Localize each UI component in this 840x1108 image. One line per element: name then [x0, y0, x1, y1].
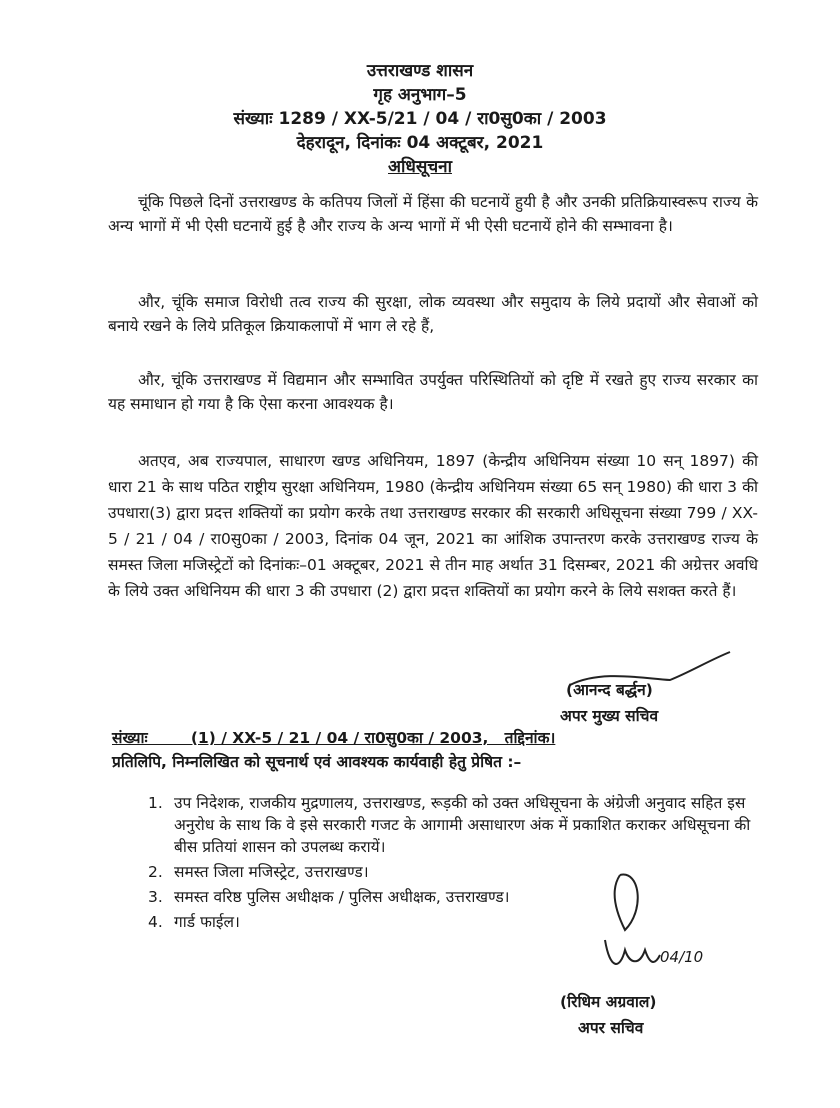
order-number: संख्याः 1289 / XX-5/21 / 04 / रा0सु0का / 2003 [233, 109, 607, 129]
signatory-2-designation: अपर सचिव [578, 1019, 644, 1037]
place-date: देहरादून, दिनांकः 04 अक्टूबर, 2021 [296, 133, 544, 153]
paragraph: अतएव, अब राज्यपाल, साधारण खण्ड अधिनियम, 1897 (केन्द्रीय अधिनियम संख्या 10 सन् 1897) की धारा 21 के साथ पठित राष्ट्रीय सुरक्षा अधिनियम, 1980 (केन्द्रीय अधिनियम संख्या 65 सन् 1980) की धारा 3 की उपधारा(3) द्वारा प्रदत्त शक्तियों का प्रयोग करके तथा उत्तराखण्ड सरकार की सरकारी अधिसूचना संख्या 799 / XX-5 / 21 / 04 / रा0सु0का / 2003, दिनांक 04 जून, 2021 का आंशिक उपान्तरण करके उत्तराखण्ड राज्य के समस्त जिला मजिस्ट्रेटों को दिनांकः–01 अक्टूबर, 2021 से तीन माह अर्थात 31 दिसम्बर, 2021 की अग्रेत्तर अवधि के लिये उक्त अधिनियम की धारा 3 की उपधारा (2) द्वारा प्रदत्त शक्तियों का प्रयोग करने के लिये सशक्त करते हैं। [108, 452, 758, 600]
section-name: गृह अनुभाग–5 [373, 85, 467, 105]
signatory-1-designation: अपर मुख्य सचिव [560, 707, 659, 725]
copy-number: संख्याः (1) / XX-5 / 21 / 04 / रा0सु0का / 2003, तद्दिनांक। [112, 729, 556, 747]
copy-intro: प्रतिलिपि, निम्नलिखित को सूचनार्थ एवं आवश्यक कार्यवाही हेतु प्रेषित :– [112, 753, 522, 771]
signatory-1-name: (आनन्द बर्द्धन) [566, 681, 653, 699]
list-item: 3. समस्त वरिष्ठ पुलिस अधीक्षक / पुलिस अधीक्षक, उत्तराखण्ड। [148, 888, 510, 906]
government-name: उत्तराखण्ड शासन [366, 61, 474, 81]
signatory-2-name: (रिधिम अग्रवाल) [560, 993, 657, 1011]
title-text: अधिसूचना [388, 157, 452, 177]
paragraph: और, चूंकि उत्तराखण्ड में विद्यमान और सम्भावित उपर्युक्त परिस्थितियों को दृष्टि में रखते हुए राज्य सरकार का यह समाधान हो गया है कि ऐसा करना आवश्यक है। [108, 371, 758, 413]
list-item: 1. उप निदेशक, राजकीय मुद्रणालय, उत्तराखण्ड, रूड़की को उक्त अधिसूचना के अंग्रेजी अनुवाद सहित इस अनुरोध के साथ कि वे इसे सरकारी गजट के आगामी असाधारण अंक में प्रकाशित कराकर अधिसूचना की बीस प्रतियां शासन को उपलब्ध करायें। [148, 794, 751, 856]
paragraph: चूंकि पिछले दिनों उत्तराखण्ड के कतिपय जिलों में हिंसा की घटनायें हुयी है और उनकी प्रतिक्रियास्वरूप राज्य के अन्य भागों में भी ऐसी घटनायें हुई है और राज्य के अन्य भागों में भी ऐसी घटनायें होने की सम्भावना है। [108, 193, 758, 235]
list-item: 4. गार्ड फाईल। [148, 913, 240, 931]
document-title [0, 154, 840, 177]
paragraph: और, चूंकि समाज विरोधी तत्व राज्य की सुरक्षा, लोक व्यवस्था और समुदाय के लिये प्रदायों और सेवाओं को बनाये रखने के लिये प्रतिकूल क्रियाकलापों में भाग ले रहे हैं, [108, 293, 758, 335]
list-item: 2. समस्त जिला मजिस्ट्रेट, उत्तराखण्ड। [148, 863, 369, 881]
handwritten-date: 04/10 [660, 948, 704, 966]
